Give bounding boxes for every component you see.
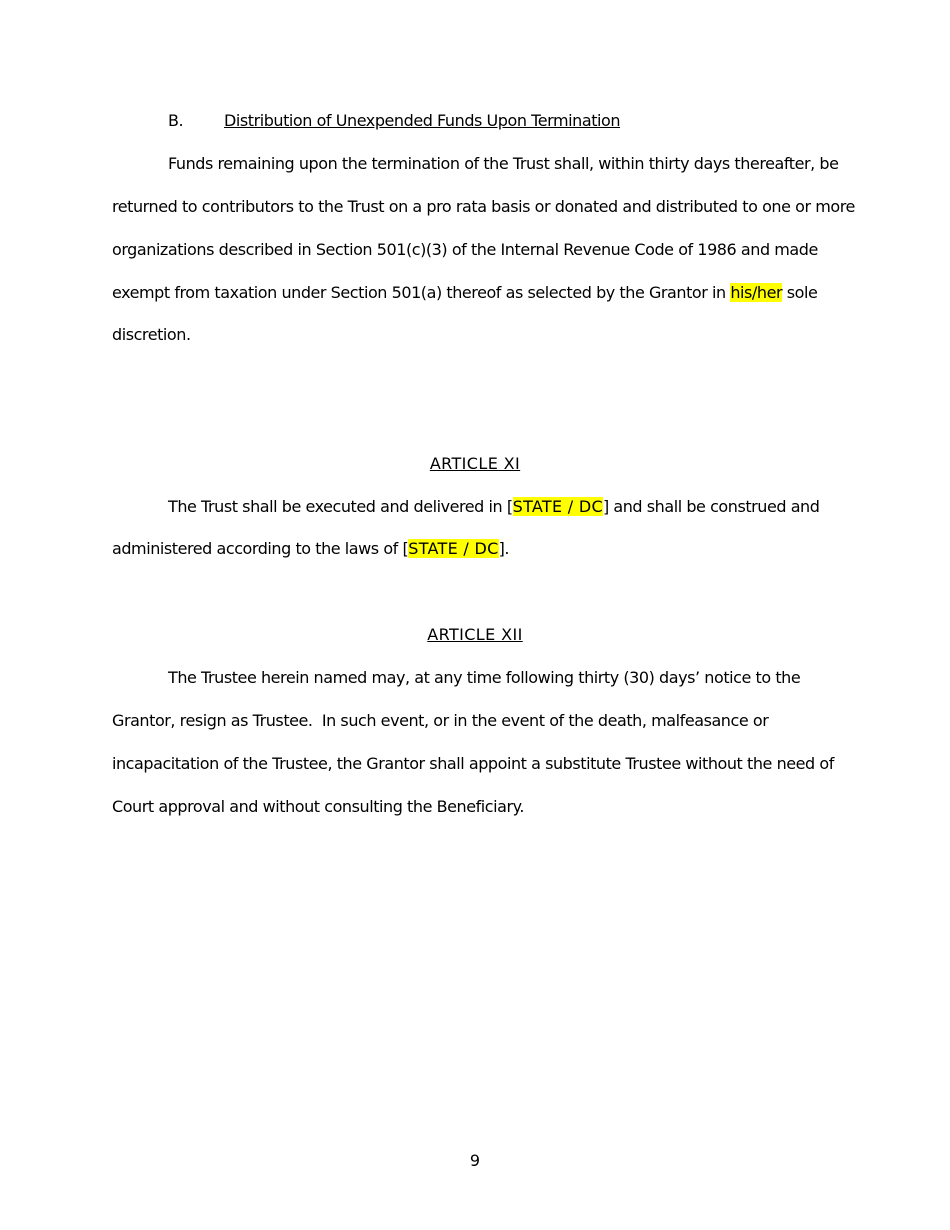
text-run: sole [782, 283, 818, 302]
paragraph-line [168, 497, 819, 517]
section-title: Distribution of Unexpended Funds Upon Termination [224, 111, 621, 130]
paragraph-line: incapacitation of the Trustee, the Grantor shall appoint a substitute Trustee without the need of [112, 754, 834, 773]
paragraph-line: organizations described in Section 501(c)(3) of the Internal Revenue Code of 1986 and made [112, 240, 818, 259]
highlighted-placeholder: STATE / DC [408, 539, 499, 558]
paragraph-line: Grantor, resign as Trustee. In such event, or in the event of the death, malfeasance or [112, 711, 769, 730]
page-number: 9 [469, 1151, 481, 1170]
paragraph-line: discretion. [112, 325, 191, 344]
paragraph-line [112, 283, 817, 303]
paragraph-line: returned to contributors to the Trust on a pro rata basis or donated and distributed to one or more [112, 197, 855, 216]
paragraph-line [112, 539, 509, 559]
highlighted-placeholder: his/her [730, 283, 783, 302]
highlighted-placeholder: STATE / DC [512, 497, 603, 516]
article-heading [0, 625, 950, 645]
text-run: ] and shall be construed and [602, 497, 820, 516]
text-run: ]. [498, 539, 510, 558]
section-letter: B. [168, 111, 184, 130]
article-heading-text: ARTICLE XII [427, 625, 523, 644]
paragraph-line: Court approval and without consulting the Beneficiary. [112, 797, 524, 816]
article-heading [0, 454, 950, 474]
text-run: The Trust shall be executed and delivered in [ [168, 497, 513, 516]
paragraph-line: Funds remaining upon the termination of the Trust shall, within thirty days thereafter, be [168, 154, 839, 173]
text-run: exempt from taxation under Section 501(a) thereof as selected by the Grantor in [112, 283, 731, 302]
text-run: administered according to the laws of [ [112, 539, 409, 558]
article-heading-text: ARTICLE XI [429, 454, 521, 473]
paragraph-line: The Trustee herein named may, at any time following thirty (30) days’ notice to the [168, 668, 801, 687]
